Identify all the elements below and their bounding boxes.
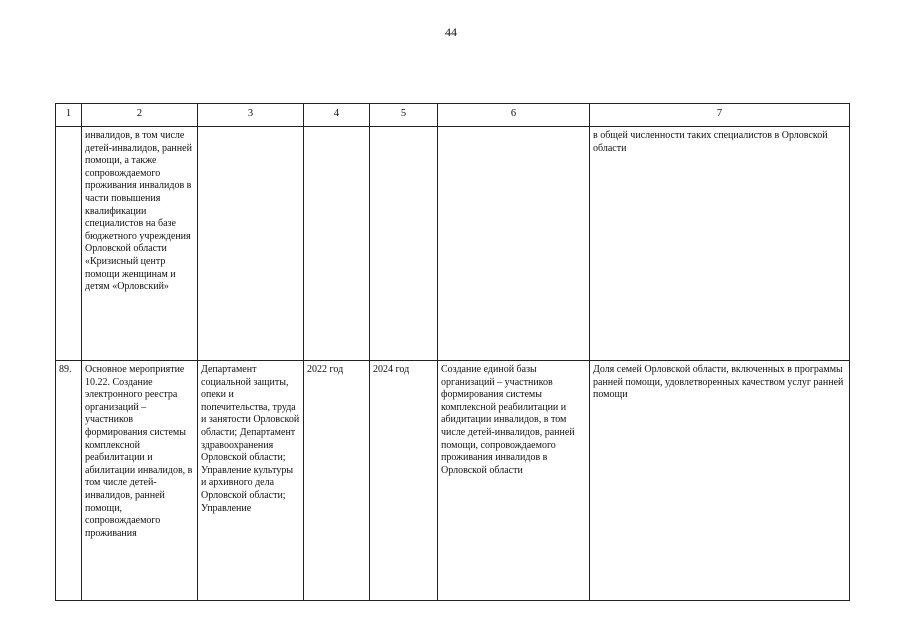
indicator: в общей численности таких специалистов в Орловской области [590, 127, 850, 361]
header-col-3: 3 [198, 104, 304, 127]
table-header-row [56, 104, 850, 127]
end-year: 2024 год [370, 361, 438, 601]
responsible-executor: Департамент социальной защиты, опеки и попечительства, труда и занятости Орловской области; Департамент здравоохранения Орловской области; Управление культуры и архивного дела Орловской области; Управление [198, 361, 304, 601]
header-col-1: 1 [56, 104, 82, 127]
header-col-5: 5 [370, 104, 438, 127]
row-number: 89. [56, 361, 82, 601]
header-col-2: 2 [82, 104, 198, 127]
header-col-6: 6 [438, 104, 590, 127]
header-col-7: 7 [590, 104, 850, 127]
expected-result: Создание единой базы организаций – участников формирования системы комплексной реабилитации и абидитации инвалидов, в том числе детей-инвалидов, ранней помощи, сопровождаемого проживания инвалидов в Орловской области [438, 361, 590, 601]
start-year: 2022 год [304, 361, 370, 601]
table-row [56, 361, 850, 601]
page-number: 44 [445, 25, 457, 39]
end-year [370, 127, 438, 361]
indicator: Доля семей Орловской области, включенных в программы ранней помощи, удовлетворенных качеством услуг ранней помощи [590, 361, 850, 601]
start-year [304, 127, 370, 361]
measure-name: инвалидов, в том числе детей-инвалидов, ранней помощи, а также сопровождаемого проживания инвалидов в части повышения квалификации специалистов на базе бюджетного учреждения Орловской области «Кризисный центр помощи женщинам и детям «Орловский» [82, 127, 198, 361]
table-row [56, 127, 850, 361]
program-measures-table [55, 103, 850, 601]
row-number [56, 127, 82, 361]
measure-name: Основное мероприятие 10.22. Создание электронного реестра организаций – участников формирования системы комплексной реабилитации и абилитации инвалидов, в том числе детей-инвалидов, ранней помощи, сопровождаемого проживания [82, 361, 198, 601]
responsible-executor [198, 127, 304, 361]
header-col-4: 4 [304, 104, 370, 127]
expected-result [438, 127, 590, 361]
